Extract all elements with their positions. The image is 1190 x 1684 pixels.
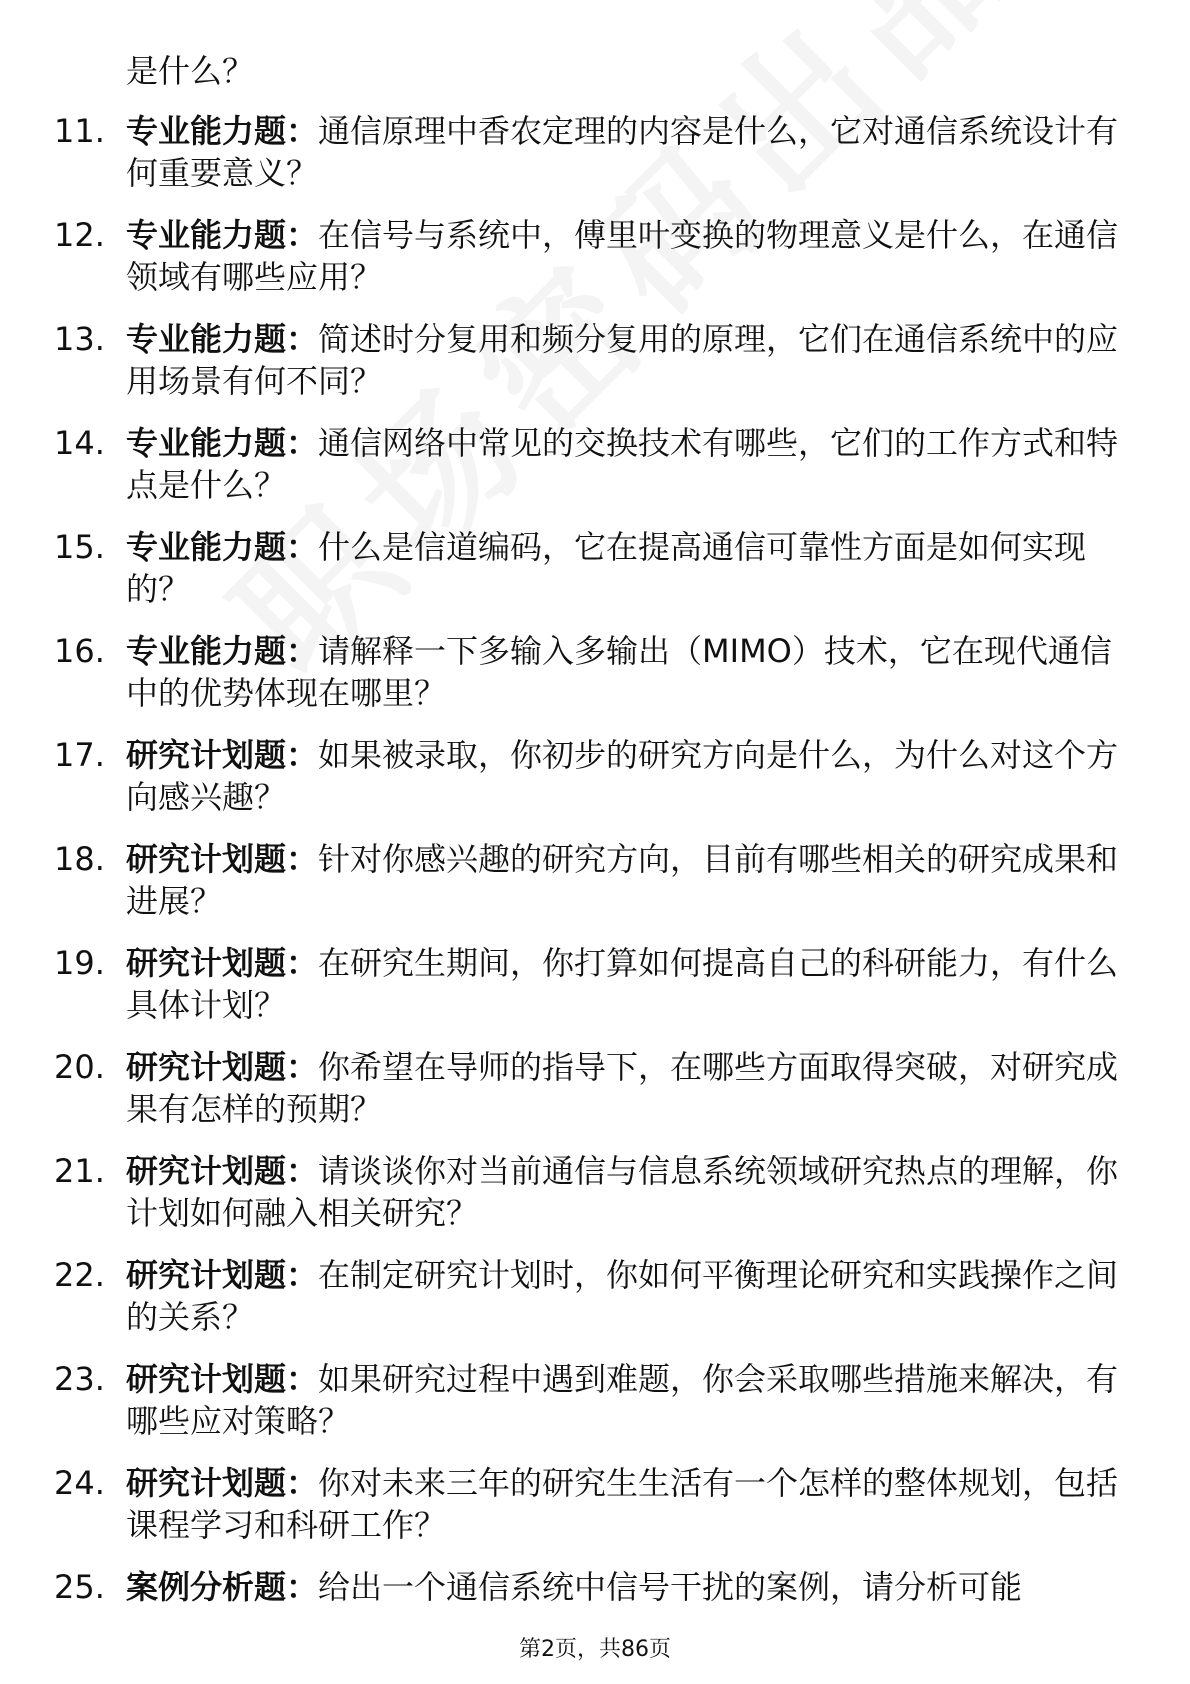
question-number: 14.	[54, 424, 105, 462]
question-number: 24.	[54, 1464, 105, 1502]
question-text: 在研究生期间，你打算如何提高自己的科研能力，有什么具体计划？	[126, 944, 1119, 1024]
question-item	[54, 838, 1120, 942]
question-item	[54, 214, 1120, 318]
question-category: 专业能力题：	[126, 112, 319, 150]
question-text: 简述时分复用和频分复用的原理，它们在通信系统中的应用场景有何不同？	[126, 320, 1119, 400]
question-text: 在制定研究计划时，你如何平衡理论研究和实践操作之间的关系？	[126, 1256, 1119, 1336]
question-category: 专业能力题：	[126, 528, 319, 566]
question-number: 15.	[54, 528, 105, 566]
question-text: 如果研究过程中遇到难题，你会采取哪些措施来解决，有哪些应对策略？	[126, 1360, 1119, 1440]
question-item	[54, 1254, 1120, 1358]
question-category: 研究计划题：	[126, 1360, 319, 1398]
question-item	[54, 526, 1120, 630]
question-number: 21.	[54, 1152, 105, 1190]
question-item	[54, 630, 1120, 734]
question-item	[54, 318, 1120, 422]
question-number: 25.	[54, 1568, 105, 1606]
question-text: 你希望在导师的指导下，在哪些方面取得突破，对研究成果有怎样的预期？	[126, 1048, 1119, 1128]
question-category: 研究计划题：	[126, 840, 319, 878]
question-list	[54, 110, 1120, 1670]
question-category: 研究计划题：	[126, 1464, 319, 1502]
question-text: 针对你感兴趣的研究方向，目前有哪些相关的研究成果和进展？	[126, 840, 1119, 920]
question-item	[54, 942, 1120, 1046]
question-category: 研究计划题：	[126, 1152, 319, 1190]
question-text: 通信网络中常见的交换技术有哪些，它们的工作方式和特点是什么？	[126, 424, 1119, 504]
question-number: 11.	[54, 112, 105, 150]
question-item	[54, 1150, 1120, 1254]
question-number: 20.	[54, 1048, 105, 1086]
question-text: 给出一个通信系统中信号干扰的案例，请分析可能	[318, 1568, 1023, 1606]
question-category: 研究计划题：	[126, 736, 319, 774]
question-category: 专业能力题：	[126, 216, 319, 254]
question-number: 22.	[54, 1256, 105, 1294]
question-text: 请解释一下多输入多输出（MIMO）技术，它在现代通信中的优势体现在哪里？	[126, 632, 1112, 712]
page-number: 第2页，共86页	[519, 1637, 671, 1662]
question-category: 专业能力题：	[126, 320, 319, 358]
question-text: 通信原理中香农定理的内容是什么，它对通信系统设计有何重要意义？	[126, 112, 1119, 192]
question-item	[54, 1358, 1120, 1462]
question-text: 什么是信道编码，它在提高通信可靠性方面是如何实现的？	[126, 528, 1087, 608]
question-item	[54, 734, 1120, 838]
question-item	[54, 1462, 1120, 1566]
question-category: 研究计划题：	[126, 944, 319, 982]
question-item	[54, 110, 1120, 214]
question-item	[54, 1046, 1120, 1150]
question-category: 专业能力题：	[126, 424, 319, 462]
question-text: 在信号与系统中，傅里叶变换的物理意义是什么，在通信领域有哪些应用？	[126, 216, 1119, 296]
question-text: 请谈谈你对当前通信与信息系统领域研究热点的理解，你计划如何融入相关研究？	[126, 1152, 1119, 1232]
question-category: 研究计划题：	[126, 1256, 319, 1294]
question-text: 如果被录取，你初步的研究方向是什么，为什么对这个方向感兴趣？	[126, 736, 1119, 816]
question-category: 研究计划题：	[126, 1048, 319, 1086]
continued-text: 是什么？	[126, 52, 255, 90]
question-number: 12.	[54, 216, 105, 254]
question-number: 17.	[54, 736, 105, 774]
question-text: 你对未来三年的研究生生活有一个怎样的整体规划，包括课程学习和科研工作？	[126, 1464, 1119, 1544]
question-number: 23.	[54, 1360, 105, 1398]
question-number: 18.	[54, 840, 105, 878]
question-number: 13.	[54, 320, 105, 358]
question-item	[54, 422, 1120, 526]
question-number: 16.	[54, 632, 105, 670]
question-number: 19.	[54, 944, 105, 982]
question-category: 专业能力题：	[126, 632, 319, 670]
question-category: 案例分析题：	[126, 1568, 319, 1606]
